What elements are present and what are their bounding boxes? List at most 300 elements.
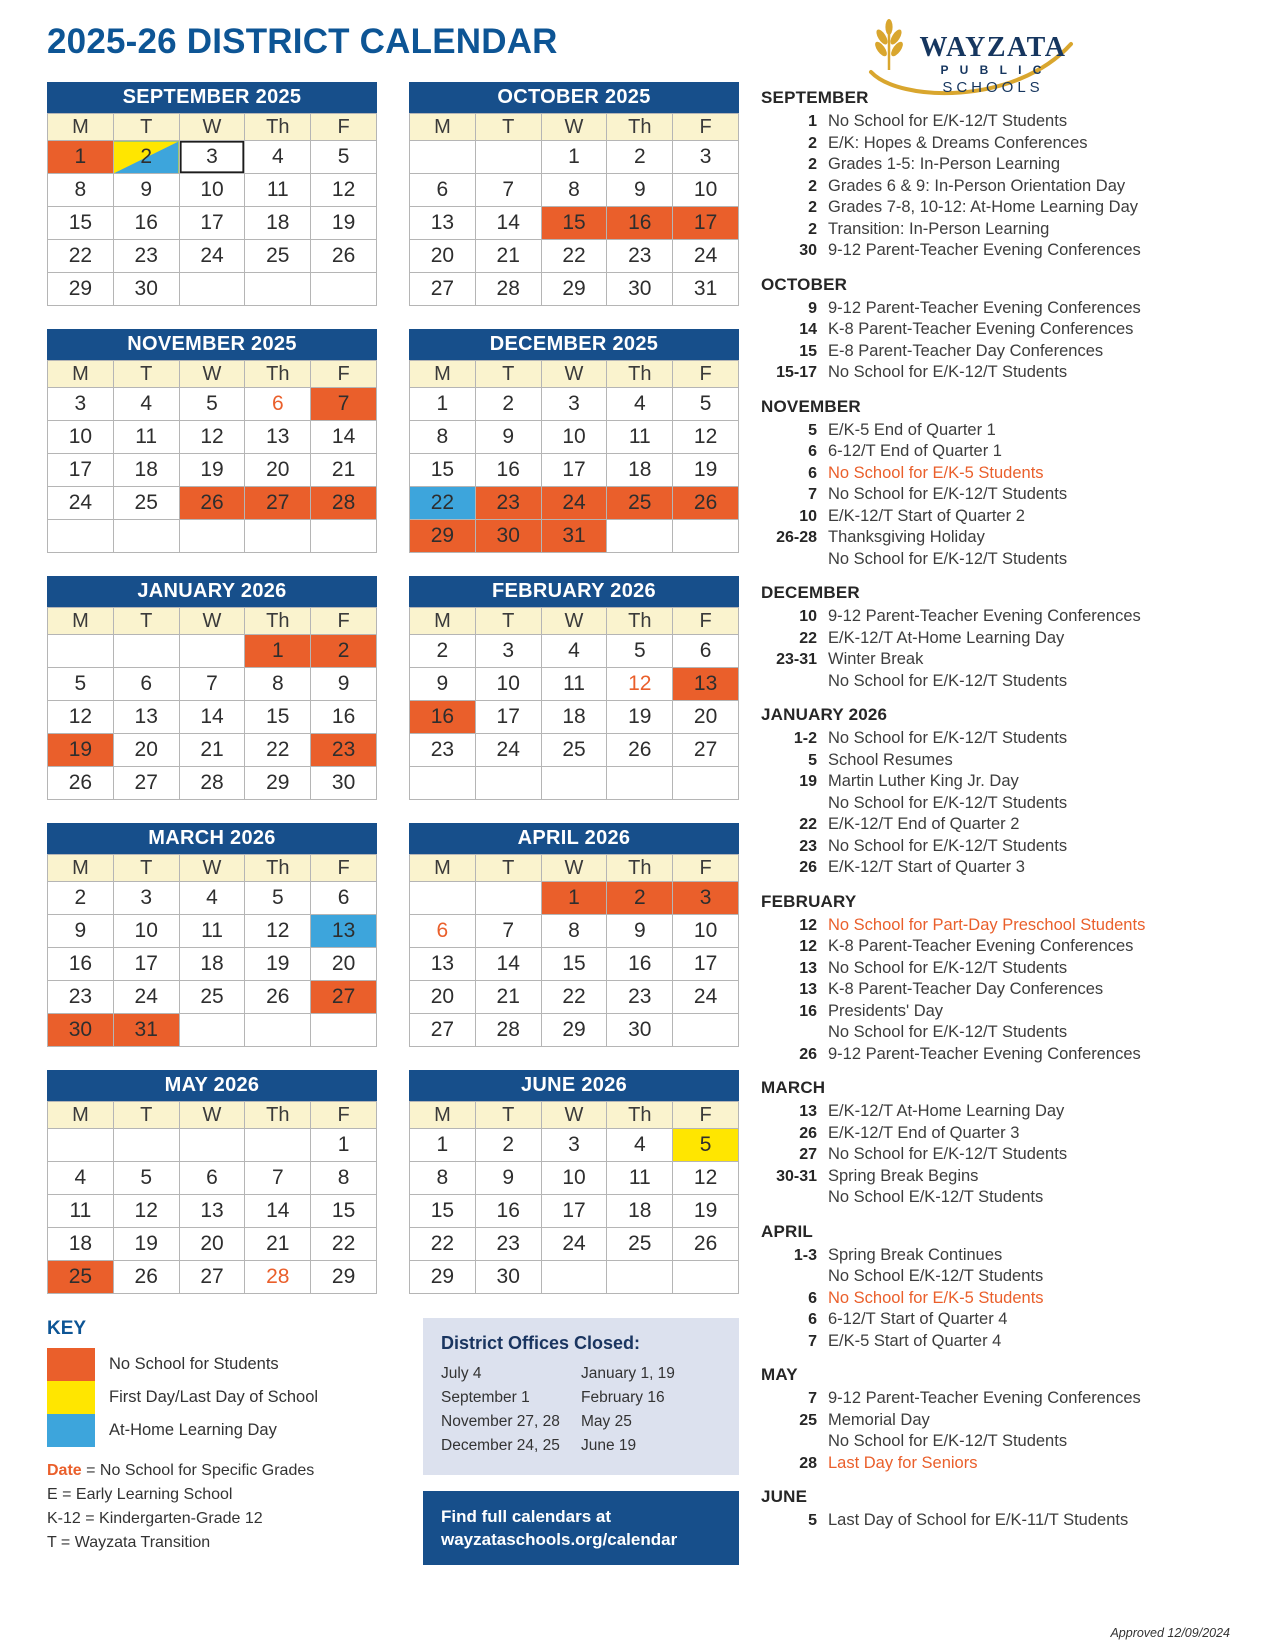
event-row — [761, 341, 1230, 363]
day-cell: 22 — [541, 240, 607, 273]
day-header: M — [410, 855, 476, 882]
day-cell: 19 — [179, 454, 245, 487]
week-row — [410, 454, 739, 487]
day-cell: 16 — [607, 207, 673, 240]
day-cell: 15 — [541, 207, 607, 240]
key-note-lead: T — [47, 1534, 57, 1551]
month-events-section — [761, 583, 1230, 692]
day-cell: 23 — [311, 734, 377, 767]
day-cell: 5 — [179, 388, 245, 421]
key-note-lead: K-12 — [47, 1510, 81, 1527]
day-cell: 13 — [673, 668, 739, 701]
day-header: F — [311, 1102, 377, 1129]
event-date: 23 — [799, 837, 817, 855]
day-cell: 18 — [245, 207, 311, 240]
day-cell — [410, 882, 476, 915]
event-date: 10 — [799, 507, 817, 525]
day-cell: 21 — [475, 240, 541, 273]
day-cell: 29 — [311, 1261, 377, 1294]
sidebar-month-heading: JUNE — [761, 1487, 808, 1506]
day-header: M — [48, 608, 114, 635]
month-table-body — [48, 388, 377, 553]
event-date: 14 — [799, 321, 817, 338]
month-calendar — [47, 329, 377, 553]
find-calendars-text: Find full calendars at — [441, 1507, 612, 1526]
day-cell: 24 — [475, 734, 541, 767]
day-cell: 20 — [410, 240, 476, 273]
day-cell: 22 — [311, 1228, 377, 1261]
day-cell: 10 — [179, 174, 245, 207]
day-cell: 18 — [607, 1195, 673, 1228]
week-row — [48, 1014, 377, 1047]
day-cell: 1 — [541, 141, 607, 174]
day-cell: 25 — [113, 487, 179, 520]
day-cell: 8 — [311, 1162, 377, 1195]
day-cell — [410, 141, 476, 174]
month-title: JUNE 2026 — [409, 1070, 739, 1101]
event-date: 26 — [799, 859, 817, 876]
event-date: 30 — [799, 242, 817, 259]
event-row — [761, 1144, 1230, 1166]
event-text: 6-12/T Start of Quarter 4 — [828, 1310, 1008, 1328]
event-date: 2 — [808, 177, 817, 195]
event-row — [761, 915, 1230, 937]
day-cell: 26 — [113, 1261, 179, 1294]
day-cell — [48, 1129, 114, 1162]
day-cell: 9 — [311, 668, 377, 701]
event-date: 22 — [799, 629, 817, 647]
day-header: Th — [245, 361, 311, 388]
event-date: 19 — [799, 773, 817, 790]
event-text: No School for E/K-5 Students — [828, 1288, 1044, 1307]
week-row — [48, 421, 377, 454]
event-row — [761, 1510, 1230, 1532]
day-cell — [673, 520, 739, 553]
event-text: Transition: In-Person Learning — [828, 219, 1050, 238]
day-cell: 21 — [179, 734, 245, 767]
day-cell: 26 — [179, 487, 245, 520]
month-title: OCTOBER 2025 — [409, 82, 739, 113]
day-cell: 13 — [245, 421, 311, 454]
day-cell: 30 — [48, 1014, 114, 1047]
event-text: Last Day for Seniors — [828, 1453, 978, 1472]
day-header: T — [113, 361, 179, 388]
day-cell — [179, 1014, 245, 1047]
day-cell: 17 — [541, 454, 607, 487]
event-date: 16 — [799, 1002, 817, 1020]
find-calendars-link[interactable]: wayzataschools.org/calendar — [441, 1530, 678, 1549]
day-header: Th — [607, 1102, 673, 1129]
day-cell: 2 — [113, 141, 179, 174]
key-note-text: = Early Learning School — [57, 1486, 233, 1503]
event-date: 13 — [799, 981, 817, 998]
day-cell: 7 — [475, 174, 541, 207]
day-cell: 27 — [245, 487, 311, 520]
month-table-head — [410, 1102, 739, 1129]
day-cell: 23 — [113, 240, 179, 273]
day-cell: 19 — [673, 1195, 739, 1228]
event-date: 2 — [808, 199, 817, 216]
event-text: No School for E/K-12/T Students — [828, 112, 1068, 130]
week-row — [410, 734, 739, 767]
day-cell: 13 — [113, 701, 179, 734]
day-header-row — [48, 855, 377, 882]
event-row — [761, 771, 1230, 793]
event-row — [761, 219, 1230, 241]
day-header: F — [311, 608, 377, 635]
day-cell: 2 — [607, 882, 673, 915]
sidebar-month-heading: MAY — [761, 1365, 798, 1384]
event-text: Spring Break Begins — [828, 1166, 979, 1185]
day-cell — [113, 520, 179, 553]
day-cell: 15 — [245, 701, 311, 734]
day-cell: 23 — [48, 981, 114, 1014]
day-cell: 1 — [48, 141, 114, 174]
day-header: M — [410, 114, 476, 141]
event-row — [761, 814, 1230, 836]
day-cell — [245, 1129, 311, 1162]
office-closed-date: June 19 — [581, 1437, 637, 1454]
event-row — [761, 420, 1230, 442]
month-calendar — [47, 576, 377, 800]
week-row — [410, 1261, 739, 1294]
event-date: 7 — [808, 1390, 817, 1407]
day-cell: 30 — [475, 1261, 541, 1294]
day-header: W — [179, 855, 245, 882]
day-cell: 27 — [673, 734, 739, 767]
day-cell: 30 — [607, 1014, 673, 1047]
month-title: MAY 2026 — [47, 1070, 377, 1101]
event-date: 13 — [799, 959, 817, 977]
event-text: No School for E/K-12/T Students — [828, 958, 1068, 977]
day-cell: 24 — [113, 981, 179, 1014]
week-row — [410, 882, 739, 915]
day-cell: 4 — [607, 1129, 673, 1162]
day-cell: 28 — [245, 1261, 311, 1294]
week-row — [48, 1228, 377, 1261]
day-cell: 24 — [179, 240, 245, 273]
month-table — [409, 1101, 739, 1294]
event-row — [761, 506, 1230, 528]
month-table-body — [410, 388, 739, 553]
day-cell — [311, 520, 377, 553]
day-cell: 30 — [311, 767, 377, 800]
key-item-label: At-Home Learning Day — [109, 1421, 277, 1439]
month-title: FEBRUARY 2026 — [409, 576, 739, 607]
event-row — [761, 1123, 1230, 1145]
day-header: W — [179, 361, 245, 388]
day-cell: 8 — [410, 1162, 476, 1195]
month-table — [47, 1101, 377, 1294]
event-date: 7 — [808, 486, 817, 503]
week-row — [410, 273, 739, 306]
event-date: 6 — [808, 1289, 817, 1307]
day-cell: 6 — [311, 882, 377, 915]
month-table-body — [48, 635, 377, 800]
event-date: 26 — [799, 1045, 817, 1063]
day-header: T — [113, 114, 179, 141]
day-cell: 23 — [410, 734, 476, 767]
event-date: 26 — [799, 1124, 817, 1142]
info-boxes — [423, 1318, 739, 1565]
offices-col2 — [581, 1362, 721, 1458]
day-cell: 25 — [48, 1261, 114, 1294]
day-header: F — [673, 114, 739, 141]
event-row — [761, 936, 1230, 958]
day-cell: 26 — [673, 1228, 739, 1261]
month-table — [409, 607, 739, 800]
day-cell — [48, 520, 114, 553]
event-date: 1-2 — [793, 730, 817, 747]
day-cell: 8 — [245, 668, 311, 701]
day-cell: 7 — [245, 1162, 311, 1195]
day-cell — [245, 273, 311, 306]
key-note-text: = Kindergarten-Grade 12 — [80, 1510, 263, 1527]
day-cell: 24 — [541, 487, 607, 520]
day-cell: 23 — [607, 981, 673, 1014]
event-row — [761, 362, 1230, 384]
day-cell: 26 — [245, 981, 311, 1014]
day-header: T — [475, 361, 541, 388]
day-cell: 9 — [113, 174, 179, 207]
office-closed-date: September 1 — [441, 1389, 530, 1406]
day-header: M — [48, 114, 114, 141]
day-cell — [311, 1014, 377, 1047]
week-row — [48, 174, 377, 207]
day-cell: 3 — [113, 882, 179, 915]
calendar-grid — [47, 82, 739, 1294]
event-text: No School for E/K-12/T Students — [828, 836, 1068, 855]
month-table-head — [410, 114, 739, 141]
day-cell: 9 — [410, 668, 476, 701]
week-row — [48, 273, 377, 306]
event-text: E/K: Hopes & Dreams Conferences — [828, 133, 1088, 152]
event-date: 6 — [808, 1311, 817, 1328]
month-title: APRIL 2026 — [409, 823, 739, 854]
week-row — [410, 1195, 739, 1228]
event-date — [761, 793, 817, 815]
day-cell: 29 — [245, 767, 311, 800]
day-cell: 5 — [607, 635, 673, 668]
event-date: 1 — [808, 113, 817, 130]
month-title: DECEMBER 2025 — [409, 329, 739, 360]
day-cell: 30 — [607, 273, 673, 306]
day-cell: 27 — [179, 1261, 245, 1294]
day-cell: 21 — [311, 454, 377, 487]
event-date: 5 — [808, 421, 817, 439]
month-calendar — [47, 823, 377, 1047]
day-cell: 16 — [475, 1195, 541, 1228]
day-cell: 26 — [607, 734, 673, 767]
event-text: No School E/K-12/T Students — [828, 1267, 1044, 1285]
event-row — [761, 1431, 1230, 1453]
day-cell: 15 — [410, 1195, 476, 1228]
day-cell: 5 — [311, 141, 377, 174]
sidebar-month-heading: MARCH — [761, 1078, 826, 1097]
day-cell: 8 — [541, 174, 607, 207]
day-cell: 3 — [475, 635, 541, 668]
day-cell: 6 — [113, 668, 179, 701]
day-cell: 17 — [475, 701, 541, 734]
month-events-section — [761, 1078, 1230, 1209]
event-row — [761, 836, 1230, 858]
key-note — [47, 1459, 379, 1483]
event-date: 2 — [808, 134, 817, 152]
event-date: 25 — [799, 1411, 817, 1429]
day-cell: 6 — [410, 915, 476, 948]
week-row — [410, 207, 739, 240]
day-cell: 25 — [245, 240, 311, 273]
day-cell — [179, 273, 245, 306]
day-cell: 15 — [311, 1195, 377, 1228]
day-header: Th — [245, 114, 311, 141]
week-row — [48, 1261, 377, 1294]
week-row — [410, 668, 739, 701]
month-table-body — [48, 882, 377, 1047]
month-table-head — [48, 114, 377, 141]
key-notes — [47, 1459, 379, 1555]
legend-key — [47, 1318, 379, 1565]
day-cell: 2 — [48, 882, 114, 915]
month-table-body — [410, 882, 739, 1047]
day-cell: 25 — [607, 487, 673, 520]
day-header-row — [410, 361, 739, 388]
event-row — [761, 958, 1230, 980]
day-cell: 3 — [541, 388, 607, 421]
day-cell — [311, 273, 377, 306]
event-row — [761, 240, 1230, 262]
day-cell — [245, 1014, 311, 1047]
month-calendar — [409, 82, 739, 306]
day-cell — [607, 767, 673, 800]
event-text: Memorial Day — [828, 1410, 930, 1429]
day-cell: 11 — [607, 421, 673, 454]
day-header-row — [48, 1102, 377, 1129]
day-cell: 13 — [311, 915, 377, 948]
day-cell: 6 — [245, 388, 311, 421]
day-cell: 18 — [48, 1228, 114, 1261]
event-date: 6 — [808, 464, 817, 482]
event-date: 10 — [799, 608, 817, 625]
week-row — [48, 454, 377, 487]
day-cell: 3 — [673, 141, 739, 174]
day-cell: 1 — [311, 1129, 377, 1162]
week-row — [48, 981, 377, 1014]
day-cell: 2 — [311, 635, 377, 668]
day-cell: 4 — [48, 1162, 114, 1195]
day-cell: 14 — [311, 421, 377, 454]
event-date — [761, 1022, 817, 1044]
key-note — [47, 1531, 379, 1555]
office-closed-date: January 1, 19 — [581, 1365, 675, 1382]
event-row — [761, 750, 1230, 772]
sidebar-month-heading: JANUARY 2026 — [761, 705, 888, 724]
event-row — [761, 979, 1230, 1001]
day-header: T — [475, 855, 541, 882]
day-cell — [607, 1261, 673, 1294]
day-header: F — [673, 361, 739, 388]
event-row — [761, 1410, 1230, 1432]
day-cell: 5 — [113, 1162, 179, 1195]
day-cell: 12 — [179, 421, 245, 454]
event-text: Grades 6 & 9: In-Person Orientation Day — [828, 176, 1126, 195]
event-date: 15-17 — [776, 364, 817, 381]
event-row — [761, 1187, 1230, 1209]
month-events-section — [761, 892, 1230, 1066]
day-cell: 24 — [673, 240, 739, 273]
day-header-row — [410, 114, 739, 141]
week-row — [48, 1129, 377, 1162]
event-text: No School for E/K-12/T Students — [828, 729, 1068, 747]
day-cell: 15 — [541, 948, 607, 981]
day-header: Th — [607, 114, 673, 141]
day-cell: 17 — [673, 948, 739, 981]
day-header: W — [179, 114, 245, 141]
event-date — [761, 1187, 817, 1209]
event-text: No School for Part-Day Preschool Students — [828, 915, 1146, 934]
key-note-lead: Date — [47, 1462, 82, 1479]
key-item — [47, 1348, 379, 1381]
event-text: K-8 Parent-Teacher Evening Conferences — [828, 937, 1134, 955]
day-header: W — [541, 608, 607, 635]
day-cell: 9 — [475, 421, 541, 454]
day-cell: 12 — [48, 701, 114, 734]
day-cell: 4 — [245, 141, 311, 174]
day-cell: 18 — [113, 454, 179, 487]
day-cell: 16 — [48, 948, 114, 981]
day-cell: 28 — [311, 487, 377, 520]
week-row — [410, 1129, 739, 1162]
day-cell: 6 — [673, 635, 739, 668]
event-row — [761, 1101, 1230, 1123]
event-text: No School for E/K-12/T Students — [828, 549, 1068, 568]
week-row — [48, 701, 377, 734]
day-cell: 8 — [541, 915, 607, 948]
event-date: 23-31 — [776, 651, 817, 668]
event-text: E/K-12/T Start of Quarter 2 — [828, 506, 1025, 525]
bottom-row — [47, 1318, 739, 1565]
event-text: K-8 Parent-Teacher Evening Conferences — [828, 320, 1134, 338]
logo-schools: SCHOOLS — [942, 79, 1044, 96]
day-cell: 23 — [475, 1228, 541, 1261]
day-header: W — [541, 855, 607, 882]
calendars-area — [47, 82, 739, 1565]
day-cell — [673, 1261, 739, 1294]
yellow-swatch — [47, 1381, 95, 1414]
week-row — [48, 240, 377, 273]
event-row — [761, 1001, 1230, 1023]
day-header: Th — [245, 855, 311, 882]
day-cell: 16 — [113, 207, 179, 240]
month-table-head — [48, 855, 377, 882]
day-cell: 24 — [48, 487, 114, 520]
day-header: T — [113, 1102, 179, 1129]
events-sidebar — [761, 82, 1230, 1532]
day-header: M — [48, 361, 114, 388]
event-text: Winter Break — [828, 650, 924, 668]
event-row — [761, 319, 1230, 341]
event-text: No School for E/K-12/T Students — [828, 363, 1068, 381]
month-calendar — [409, 329, 739, 553]
day-header: M — [410, 608, 476, 635]
event-date: 12 — [799, 938, 817, 955]
logo-name: WAYZATA — [919, 32, 1067, 63]
day-header: W — [179, 608, 245, 635]
event-text: No School E/K-12/T Students — [828, 1188, 1044, 1206]
event-date — [761, 671, 817, 693]
day-header: W — [541, 1102, 607, 1129]
day-cell — [475, 141, 541, 174]
